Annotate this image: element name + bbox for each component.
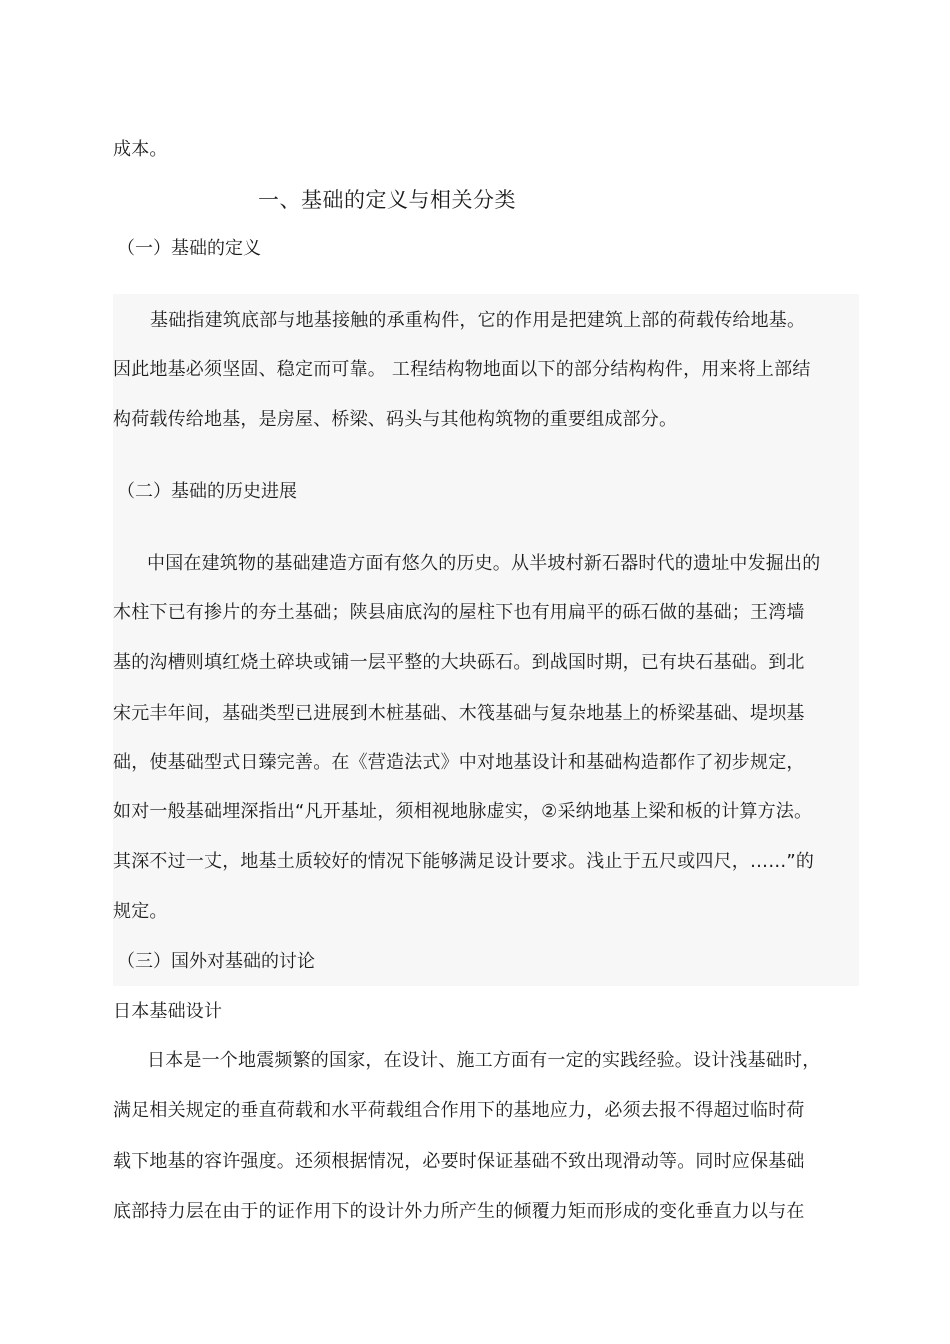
- subsection-1-heading: （一）基础的定义: [117, 238, 261, 259]
- shaded-block: [113, 294, 859, 986]
- paragraph-line: 宋元丰年间，基础类型已进展到木桩基础、木筏基础与复杂地基上的桥梁基础、堤坝基: [113, 703, 805, 724]
- paragraph-line: 如对一般基础埋深指出“凡开基址，须相视地脉虚实，②采纳地基上梁和板的计算方法。: [113, 801, 813, 822]
- paragraph-line: 基的沟槽则填红烧土碎块或铺一层平整的大块砾石。到战国时期，已有块石基础。到北: [113, 652, 805, 673]
- paragraph-line: 中国在建筑物的基础建造方面有悠久的历史。从半坡村新石器时代的遗址中发掘出的: [147, 553, 821, 574]
- paragraph-line: 基础指建筑底部与地基接触的承重构件，它的作用是把建筑上部的荷载传给地基。: [150, 310, 806, 331]
- paragraph-line: 规定。: [113, 901, 168, 922]
- topic-title: 日本基础设计: [113, 1001, 223, 1022]
- subsection-2-heading: （二）基础的历史进展: [117, 481, 297, 502]
- paragraph-line: 础，使基础型式日臻完善。在《营造法式》中对地基设计和基础构造都作了初步规定，: [113, 752, 805, 773]
- subsection-3-heading: （三）国外对基础的讨论: [117, 951, 315, 972]
- section-title: 一、基础的定义与相关分类: [258, 188, 516, 212]
- paragraph-line: 满足相关规定的垂直荷载和水平荷载组合作用下的基地应力，必须去报不得超过临时荷: [113, 1100, 805, 1121]
- paragraph-line: 其深不过一丈，地基土质较好的情况下能够满足设计要求。浅止于五尺或四尺，……”的: [113, 851, 815, 872]
- paragraph-line: 构荷载传给地基，是房屋、桥梁、码头与其他构筑物的重要组成部分。: [113, 409, 678, 430]
- paragraph-line: 日本是一个地震频繁的国家，在设计、施工方面有一定的实践经验。设计浅基础时，: [147, 1050, 821, 1071]
- paragraph-line: 木柱下已有掺片的夯土基础；陕县庙底沟的屋柱下也有用扁平的砾石做的基础；王湾墙: [113, 602, 805, 623]
- paragraph-line: 底部持力层在由于的证作用下的设计外力所产生的倾覆力矩而形成的变化垂直力以与在: [113, 1201, 805, 1222]
- top-fragment: 成本。: [113, 139, 168, 160]
- paragraph-line: 因此地基必须坚固、稳定而可靠。 工程结构物地面以下的部分结构构件，用来将上部结: [113, 359, 811, 380]
- paragraph-line: 载下地基的容许强度。还须根据情况，必要时保证基础不致出现滑动等。同时应保基础: [113, 1151, 805, 1172]
